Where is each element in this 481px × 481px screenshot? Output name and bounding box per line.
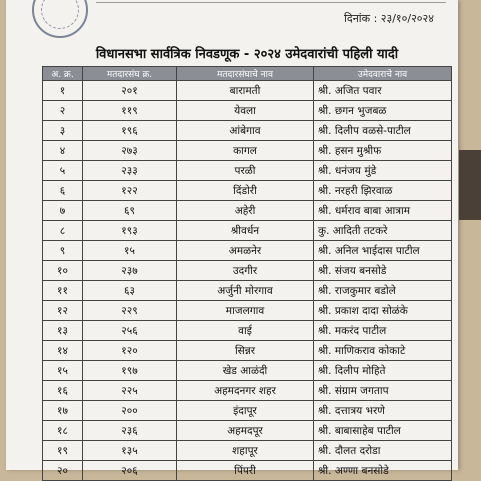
candidate-name-cell: श्री. दिलीप मोहिते: [314, 361, 452, 381]
candidate-name-cell: कु. आदिती तटकरे: [314, 221, 452, 241]
table-header-row: [43, 67, 452, 81]
constituency-no-cell: १९३: [83, 221, 177, 241]
serial-cell: १४: [43, 341, 83, 361]
serial-cell: २: [43, 101, 83, 121]
candidate-name-cell: श्री. मकरंद पाटील: [314, 321, 452, 341]
serial-cell: १५: [43, 361, 83, 381]
constituency-name-cell: श्रीवर्धन: [177, 221, 314, 241]
candidate-name-cell: श्री. दौलत दरोडा: [314, 441, 452, 461]
column-header-constituency-name: मतदारसंघाचे नाव: [177, 67, 314, 81]
table-row: [43, 401, 452, 421]
table-row: [43, 221, 452, 241]
constituency-no-cell: २०१: [83, 81, 177, 101]
constituency-no-cell: ६३: [83, 281, 177, 301]
constituency-no-cell: ११९: [83, 101, 177, 121]
serial-cell: ८: [43, 221, 83, 241]
constituency-name-cell: दिंडोरी: [177, 181, 314, 201]
constituency-no-cell: २२९: [83, 301, 177, 321]
serial-cell: ११: [43, 281, 83, 301]
constituency-name-cell: खेड आळंदी: [177, 361, 314, 381]
serial-cell: १९: [43, 441, 83, 461]
column-header-candidate-name: उमेदवाराचे नाव: [314, 67, 452, 81]
constituency-no-cell: १५: [83, 241, 177, 261]
candidate-name-cell: श्री. अजित पवार: [314, 81, 452, 101]
background-object: [459, 150, 481, 220]
constituency-no-cell: २२५: [83, 381, 177, 401]
constituency-no-cell: १२०: [83, 341, 177, 361]
date-label: दिनांक : २३/१०/२०२४: [344, 12, 434, 25]
table-row: [43, 141, 452, 161]
candidate-name-cell: श्री. छगन भुजबळ: [314, 101, 452, 121]
constituency-no-cell: २००: [83, 401, 177, 421]
constituency-name-cell: पिंपरी: [177, 461, 314, 481]
serial-cell: १०: [43, 261, 83, 281]
constituency-name-cell: आंबेगाव: [177, 121, 314, 141]
table-row: [43, 101, 452, 121]
constituency-name-cell: माजलगाव: [177, 301, 314, 321]
constituency-name-cell: अहेरी: [177, 201, 314, 221]
constituency-name-cell: बारामती: [177, 81, 314, 101]
table-row: [43, 321, 452, 341]
table-row: [43, 461, 452, 481]
candidate-name-cell: श्री. अनिल भाईदास पाटील: [314, 241, 452, 261]
candidate-name-cell: श्री. प्रकाश दादा सोळंके: [314, 301, 452, 321]
table-row: [43, 161, 452, 181]
serial-cell: २०: [43, 461, 83, 481]
table-row: [43, 281, 452, 301]
official-stamp: [32, 0, 88, 38]
constituency-name-cell: शहापूर: [177, 441, 314, 461]
candidate-name-cell: श्री. धर्मराव बाबा आत्राम: [314, 201, 452, 221]
constituency-no-cell: २३७: [83, 261, 177, 281]
candidate-table: [42, 66, 452, 481]
candidate-name-cell: श्री. हसन मुश्रीफ: [314, 141, 452, 161]
constituency-no-cell: १३५: [83, 441, 177, 461]
serial-cell: ५: [43, 161, 83, 181]
header-rule: [96, 2, 446, 3]
constituency-no-cell: २३६: [83, 421, 177, 441]
table-row: [43, 361, 452, 381]
serial-cell: ६: [43, 181, 83, 201]
constituency-name-cell: इंदापूर: [177, 401, 314, 421]
constituency-no-cell: ६९: [83, 201, 177, 221]
constituency-no-cell: १९६: [83, 121, 177, 141]
table-row: [43, 441, 452, 461]
candidate-name-cell: श्री. दिलीप वळसे-पाटील: [314, 121, 452, 141]
serial-cell: १७: [43, 401, 83, 421]
constituency-name-cell: अर्जुनी मोरगाव: [177, 281, 314, 301]
table-row: [43, 341, 452, 361]
serial-cell: १२: [43, 301, 83, 321]
candidate-name-cell: श्री. बाबासाहेब पाटील: [314, 421, 452, 441]
candidate-name-cell: श्री. माणिकराव कोकाटे: [314, 341, 452, 361]
constituency-no-cell: १२२: [83, 181, 177, 201]
serial-cell: ३: [43, 121, 83, 141]
constituency-name-cell: अहमदनगर शहर: [177, 381, 314, 401]
serial-cell: ४: [43, 141, 83, 161]
column-header-serial: अ. क्र.: [43, 67, 83, 81]
table-row: [43, 421, 452, 441]
candidate-name-cell: श्री. नरहरी झिरवाळ: [314, 181, 452, 201]
column-header-constituency-no: मतदारसंघ क्र.: [83, 67, 177, 81]
constituency-no-cell: १९७: [83, 361, 177, 381]
table-row: [43, 81, 452, 101]
table-row: [43, 181, 452, 201]
table-row: [43, 381, 452, 401]
table-row: [43, 301, 452, 321]
serial-cell: ९: [43, 241, 83, 261]
constituency-no-cell: २०६: [83, 461, 177, 481]
constituency-no-cell: २३३: [83, 161, 177, 181]
table-row: [43, 121, 452, 141]
table-row: [43, 261, 452, 281]
constituency-name-cell: वाई: [177, 321, 314, 341]
constituency-name-cell: कागल: [177, 141, 314, 161]
page-title: विधानसभा सार्वत्रिक निवडणूक - २०२४ उमेदवारांची पहिली यादी: [95, 47, 399, 62]
constituency-no-cell: २५६: [83, 321, 177, 341]
constituency-name-cell: अहमदपूर: [177, 421, 314, 441]
candidate-name-cell: श्री. दत्तात्रय भरणे: [314, 401, 452, 421]
constituency-name-cell: उदगीर: [177, 261, 314, 281]
serial-cell: १: [43, 81, 83, 101]
serial-cell: ७: [43, 201, 83, 221]
serial-cell: १३: [43, 321, 83, 341]
constituency-no-cell: २७३: [83, 141, 177, 161]
constituency-name-cell: परळी: [177, 161, 314, 181]
table-row: [43, 241, 452, 261]
constituency-name-cell: अमळनेर: [177, 241, 314, 261]
candidate-name-cell: श्री. धनंजय मुंडे: [314, 161, 452, 181]
serial-cell: १८: [43, 421, 83, 441]
serial-cell: १६: [43, 381, 83, 401]
candidate-name-cell: श्री. अण्णा बनसोडे: [314, 461, 452, 481]
constituency-name-cell: येवला: [177, 101, 314, 121]
constituency-name-cell: सिन्नर: [177, 341, 314, 361]
candidate-name-cell: श्री. संग्राम जगताप: [314, 381, 452, 401]
candidate-name-cell: श्री. राजकुमार बडोले: [314, 281, 452, 301]
candidate-name-cell: श्री. संजय बनसोडे: [314, 261, 452, 281]
table-row: [43, 201, 452, 221]
